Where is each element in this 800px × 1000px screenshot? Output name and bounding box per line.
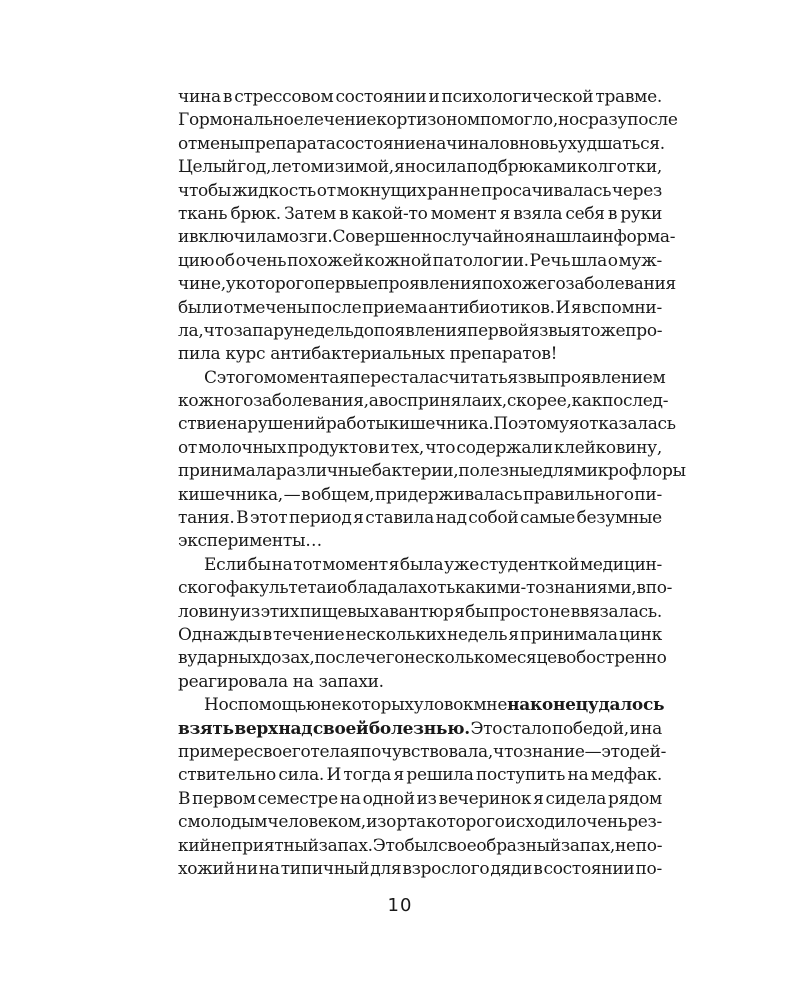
text-line: реагировала на запахи.	[178, 671, 384, 692]
text-line: ловину из этих пищевых авантюр я бы просто не ввязалась.	[178, 601, 662, 622]
text-line: взять верх над своей болезнью. Это стало победой, и на	[178, 718, 662, 739]
text-line: чина в стрессовом состоянии и психологической травме.	[178, 87, 662, 107]
text-line: пила курс антибактериальных препаратов!	[178, 344, 558, 365]
text-line: чтобы жидкость от мокнущих ран не просачивалась через	[178, 180, 662, 201]
text-line: и включила мозги. Совершенно случайно я нашла информа-	[178, 227, 676, 248]
text-line: ткань брюк. Затем в какой-то момент я взяла себя в руки	[178, 203, 662, 224]
text-line: Если бы на тот момент я была уже студенткой медицин-	[204, 554, 662, 575]
text-line: С этого момента я перестала считать язвы проявлением	[204, 367, 666, 388]
text-line: были отмечены после приема антибиотиков. И я вспомни-	[178, 297, 662, 318]
text-line: ского факультета и обладала хоть какими-то знаниями, в по-	[178, 578, 673, 599]
text-line: тания. В этот период я ставила над собой самые безумные	[178, 508, 662, 529]
text-line: кожного заболевания, а восприняла их, скорее, как послед-	[178, 391, 669, 412]
text-line: ла, что за пару недель до появления первой язвы я тоже про-	[178, 320, 663, 341]
text-line: эксперименты…	[178, 531, 322, 552]
text-line: отмены препарата состояние начинало вновь ухудшаться.	[178, 133, 665, 154]
text-line: примере своего тела я почувствовала, что знание — это дей-	[178, 741, 667, 762]
page-number: 10	[387, 895, 413, 916]
text-line: Целый год, летом и зимой, я носила под брюками колготки,	[178, 157, 662, 178]
text-line: чине, у которого первые проявления похожего заболевания	[178, 274, 676, 295]
text-line: В первом семестре на одной из вечеринок я сидела рядом	[178, 788, 662, 809]
text-line: кишечника, — в общем, придерживалась правильного пи-	[178, 484, 662, 505]
text-line: ствие нарушений работы кишечника. Поэтому я отказалась	[178, 414, 676, 435]
text-line: кий неприятный запах. Это был своеобразный запах, непо-	[178, 835, 663, 856]
text-line: с молодым человеком, изо рта которого исходил очень рез-	[178, 812, 662, 833]
text-line: цию об очень похожей кожной патологии. Речь шла о муж-	[178, 250, 662, 271]
text-line: Гормональное лечение кортизоном помогло, но сразу после	[178, 110, 678, 131]
text-line: принимала различные бактерии, полезные для микрофлоры	[178, 461, 686, 482]
text-line: хожий ни на типичный для взрослого дяди в состоянии по-	[178, 858, 662, 879]
text-line: в ударных дозах, после чего несколько месяцев обостренно	[178, 648, 667, 669]
body-text	[178, 86, 686, 881]
text-line: ствительно сила. И тогда я решила поступить на медфак.	[178, 765, 662, 786]
text-line: от молочных продуктов и тех, что содержали клейковину,	[178, 437, 662, 458]
text-line: Однажды в течение нескольких недель я принимала цинк	[178, 624, 662, 645]
text-line: Но с помощью некоторых уловок мне наконец удалось	[204, 695, 665, 716]
